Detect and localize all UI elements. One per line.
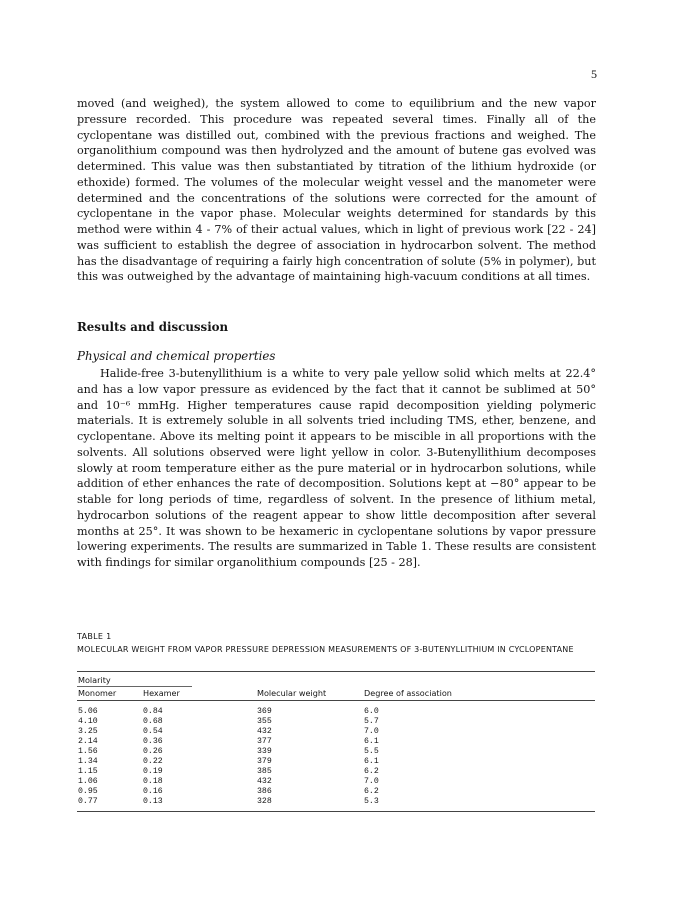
table-cell: 0.84 <box>143 707 163 716</box>
table-cell: 0.22 <box>143 757 163 766</box>
table-row <box>77 797 595 807</box>
table-cell: 1.06 <box>78 777 98 786</box>
table-cell: 377 <box>257 737 272 746</box>
column-header-molecular-weight: Molecular weight <box>257 688 327 698</box>
page-number: 5 <box>591 67 597 81</box>
table-row <box>77 767 595 777</box>
table-cell: 0.26 <box>143 747 163 756</box>
table-header-rule <box>77 700 595 701</box>
table-row <box>77 787 595 797</box>
table-cell: 3.25 <box>78 727 98 736</box>
table-cell: 379 <box>257 757 272 766</box>
table-column-header-row <box>77 688 595 698</box>
table-bottom-rule <box>77 811 595 812</box>
table-caption: MOLECULAR WEIGHT FROM VAPOR PRESSURE DEPRESSION MEASUREMENTS OF 3-BUTENYLLITHIUM IN CYCLOPENTANE <box>77 645 574 654</box>
body-paragraph-2 <box>77 366 596 571</box>
table-row <box>77 737 595 747</box>
table-cell: 385 <box>257 767 272 776</box>
table-row <box>77 707 595 717</box>
table-cell: 6.2 <box>364 767 379 776</box>
table-top-rule <box>77 671 595 672</box>
table-row <box>77 757 595 767</box>
paragraph-text: moved (and weighed), the system allowed to come to equilibrium and the new vapor pressure recorded. This procedure was repeated several times. Finally all of the cyclopentane was distilled out, combined with the previous fractions and weighed. The organolithium compound was then hydrolyzed and the amount of butene gas evolved was determined. This value was then substantiated by titration of the lithium hydroxide (or ethoxide) formed. The volumes of the molecular weight vessel and the manometer were determined and the concentrations of the solutions were corrected for the amount of cyclopentane in the vapor phase. Molecular weights determined for standards by this method were within 4 - 7% of their actual values, which in light of previous work [22 - 24] was sufficient to establish the degree of association in hydrocarbon solvent. The method has the disadvantage of requiring a fairly high concentration of solute (5% in polymer), but this was outweighed by the advantage of maintaining high-vacuum conditions at all times. <box>77 97 596 284</box>
table-group-header-row <box>77 675 595 685</box>
table-cell: 7.0 <box>364 777 379 786</box>
table-cell: 0.36 <box>143 737 163 746</box>
table-cell: 5.5 <box>364 747 379 756</box>
table-cell: 6.0 <box>364 707 379 716</box>
table-cell: 432 <box>257 727 272 736</box>
body-paragraph-1 <box>77 96 596 285</box>
table-row <box>77 727 595 737</box>
table-cell: 1.34 <box>78 757 98 766</box>
table-cell: 432 <box>257 777 272 786</box>
table-cell: 0.13 <box>143 797 163 806</box>
table-cell: 1.56 <box>78 747 98 756</box>
paragraph-text: Halide-free 3-butenyllithium is a white to very pale yellow solid which melts at 22.4° and has a low vapor pressure as evidenced by the fact that it cannot be sublimed at 50° and 10⁻⁶ mmHg. Higher temperatures cause rapid decomposition yielding polymeric materials. It is extremely soluble in all solvents tried including TMS, ether, benzene, and cyclopentane. Above its melting point it appears to be miscible in all proportions with the solvents. All solutions observed were light yellow in color. 3-Butenyllithium decomposes slowly at room temperature either as the pure material or in hydrocarbon solutions, while addition of ether enhances the rate of decomposition. Solutions kept at −80° appear to be stable for long periods of time, regardless of solvent. In the presence of lithium metal, hydrocarbon solutions of the reagent appear to show little decomposition after several months at 25°. It was shown to be hexameric in cyclopentane solutions by vapor pressure lowering experiments. The results are summarized in Table 1. These results are consistent with findings for similar organolithium compounds [25 - 28]. <box>77 367 596 569</box>
table-row <box>77 777 595 787</box>
table-cell: 0.16 <box>143 787 163 796</box>
table-cell: 4.10 <box>78 717 98 726</box>
column-header-hexamer: Hexamer <box>143 688 180 698</box>
table-cell: 0.77 <box>78 797 98 806</box>
column-header-degree-of-association: Degree of association <box>364 688 452 698</box>
table-cell: 0.18 <box>143 777 163 786</box>
table-cell: 328 <box>257 797 272 806</box>
table-cell: 7.0 <box>364 727 379 736</box>
table-row <box>77 747 595 757</box>
table-cell: 0.68 <box>143 717 163 726</box>
section-heading: Results and discussion <box>77 320 229 334</box>
table-cell: 355 <box>257 717 272 726</box>
table-label: TABLE 1 <box>77 632 112 641</box>
table-cell: 5.7 <box>364 717 379 726</box>
table-cell: 2.14 <box>78 737 98 746</box>
column-header-monomer: Monomer <box>78 688 117 698</box>
table-cell: 6.2 <box>364 787 379 796</box>
table-cell: 1.15 <box>78 767 98 776</box>
table-cell: 0.54 <box>143 727 163 736</box>
table-cell: 369 <box>257 707 272 716</box>
molarity-group-header: Molarity <box>78 675 111 685</box>
table-cell: 386 <box>257 787 272 796</box>
table-cell: 5.3 <box>364 797 379 806</box>
table-cell: 5.06 <box>78 707 98 716</box>
molarity-subrule <box>77 686 192 687</box>
subsection-heading: Physical and chemical properties <box>77 349 276 363</box>
table-row <box>77 717 595 727</box>
table-cell: 339 <box>257 747 272 756</box>
table-cell: 6.1 <box>364 757 379 766</box>
table-cell: 0.95 <box>78 787 98 796</box>
table-cell: 6.1 <box>364 737 379 746</box>
table-cell: 0.19 <box>143 767 163 776</box>
